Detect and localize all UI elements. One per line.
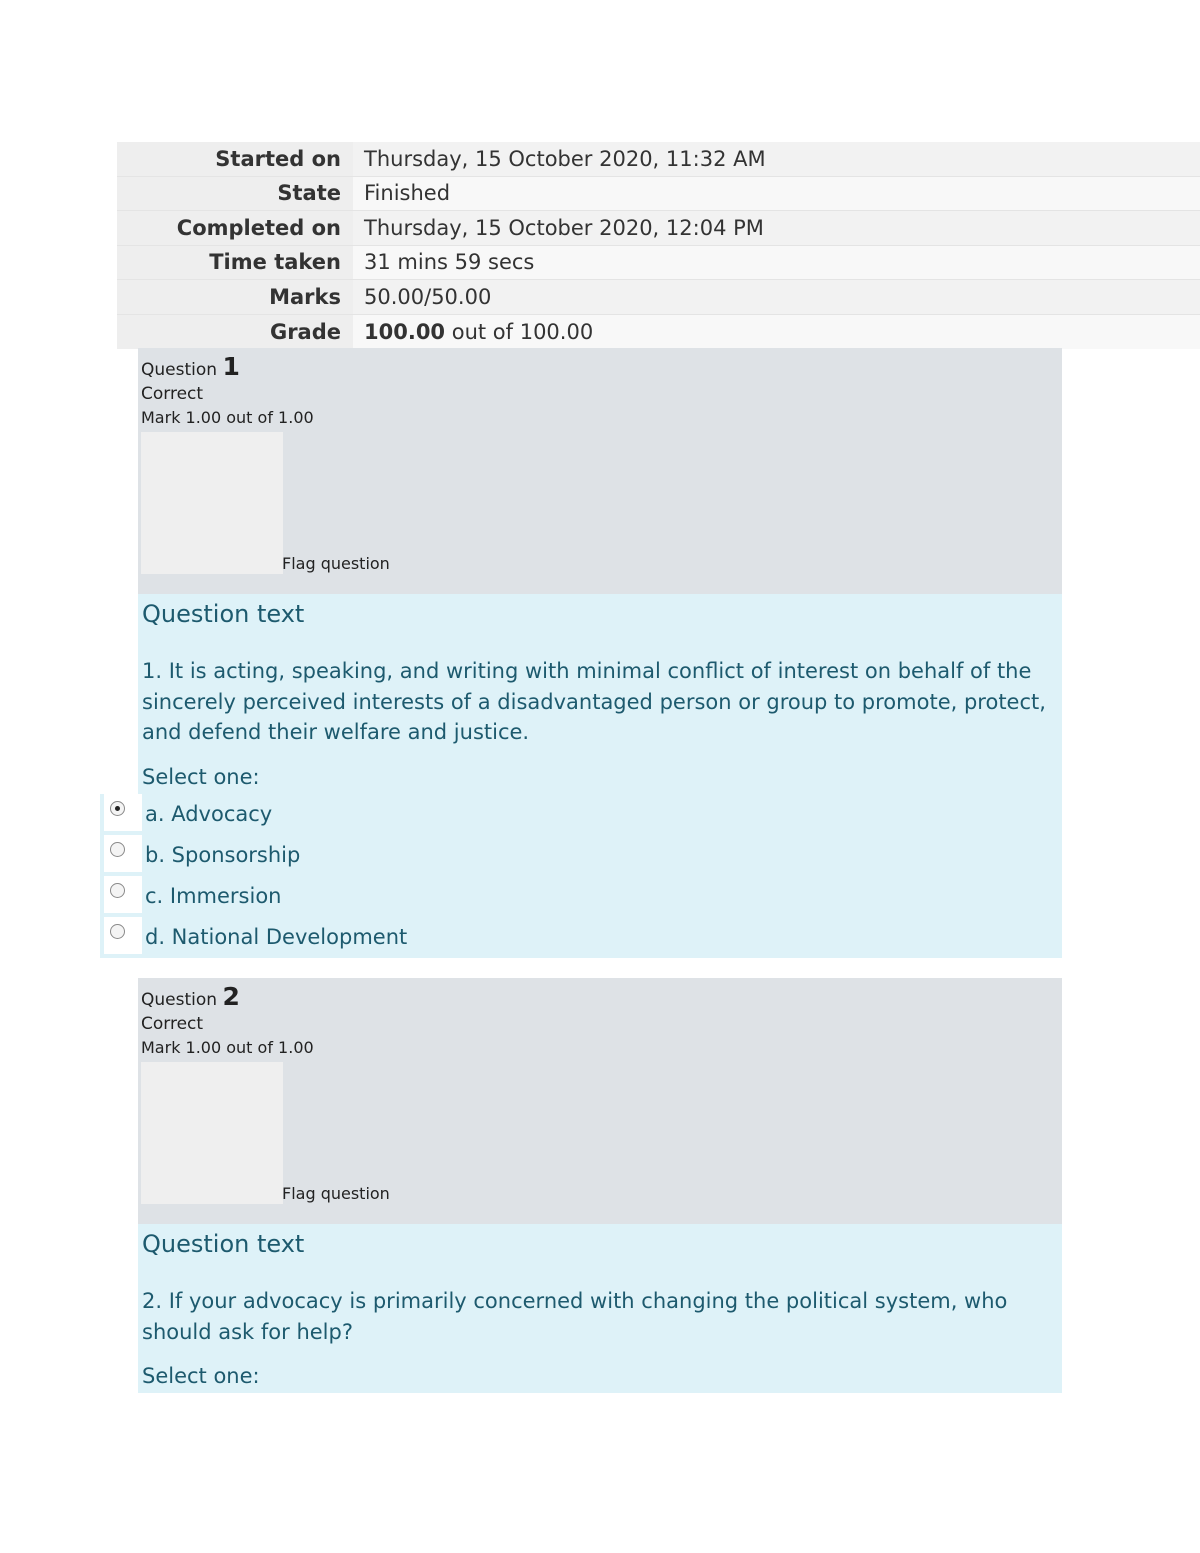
summary-label: Time taken [117, 246, 353, 280]
summary-row-time-taken [117, 246, 1200, 281]
summary-row-marks [117, 280, 1200, 315]
radio-cell [104, 794, 142, 831]
summary-label: Completed on [117, 211, 353, 245]
summary-value: Thursday, 15 October 2020, 11:32 AM [364, 146, 766, 171]
summary-row-completed-on [117, 211, 1200, 246]
answer-option-b[interactable] [100, 835, 1062, 876]
question-number-value: 1 [222, 352, 240, 381]
summary-value [353, 320, 593, 344]
radio-cell [104, 835, 142, 872]
radio-button[interactable] [110, 924, 125, 939]
select-one-prompt: Select one: [142, 1364, 260, 1388]
summary-label: Started on [117, 142, 353, 176]
question-label: Question [141, 990, 223, 1010]
answer-label[interactable]: d. National Development [145, 925, 408, 949]
question-2-info [138, 978, 1062, 1224]
question-number-value: 2 [222, 982, 240, 1011]
flag-question-link[interactable]: Flag question [282, 1184, 390, 1203]
answer-option-d[interactable] [100, 917, 1062, 958]
question-text-heading: Question text [142, 600, 305, 628]
grade-value: 100.00 [364, 319, 446, 344]
summary-label: State [117, 177, 353, 211]
summary-value: 31 mins 59 secs [364, 250, 535, 275]
radio-button[interactable] [110, 883, 125, 898]
summary-value: Thursday, 15 October 2020, 12:04 PM [364, 215, 764, 240]
grade-out-of: out of 100.00 [445, 319, 594, 344]
attempt-summary-table [117, 142, 1200, 349]
answer-label[interactable]: c. Immersion [145, 884, 282, 908]
answer-label[interactable]: a. Advocacy [145, 802, 273, 826]
question-text: 2. If your advocacy is primarily concerned with changing the political system, who should ask for help? [142, 1289, 1008, 1344]
radio-button-checked[interactable] [110, 801, 125, 816]
radio-cell [104, 917, 142, 954]
summary-row-started-on [117, 142, 1200, 177]
answer-option-c[interactable] [100, 876, 1062, 917]
select-one-prompt: Select one: [142, 765, 260, 789]
question-2-content [138, 1224, 1062, 1393]
question-number [141, 352, 240, 381]
answer-options [100, 794, 1062, 958]
question-grade: Mark 1.00 out of 1.00 [141, 408, 314, 427]
question-text-heading: Question text [142, 1230, 305, 1258]
flag-icon[interactable] [141, 1062, 283, 1204]
question-grade: Mark 1.00 out of 1.00 [141, 1038, 314, 1057]
summary-value: 50.00/50.00 [364, 284, 492, 309]
question-1-info [138, 348, 1062, 594]
flag-question-link[interactable]: Flag question [282, 554, 390, 573]
question-1-content [138, 594, 1062, 794]
question-state: Correct [141, 384, 204, 404]
answer-label[interactable]: b. Sponsorship [145, 843, 301, 867]
summary-label: Marks [117, 280, 353, 314]
question-state: Correct [141, 1014, 204, 1034]
question-number [141, 982, 240, 1011]
summary-row-grade [117, 315, 1200, 350]
summary-row-state [117, 177, 1200, 212]
summary-value: Finished [364, 181, 451, 206]
question-text: 1. It is acting, speaking, and writing with minimal conflict of interest on behalf of the sincerely perceived interests of a disadvantaged person or group to promote, protect, and defend their welfare and justice. [142, 659, 1046, 744]
flag-icon[interactable] [141, 432, 283, 574]
summary-label: Grade [117, 315, 353, 350]
radio-button[interactable] [110, 842, 125, 857]
answer-option-a[interactable] [100, 794, 1062, 835]
radio-cell [104, 876, 142, 913]
question-label: Question [141, 360, 223, 380]
